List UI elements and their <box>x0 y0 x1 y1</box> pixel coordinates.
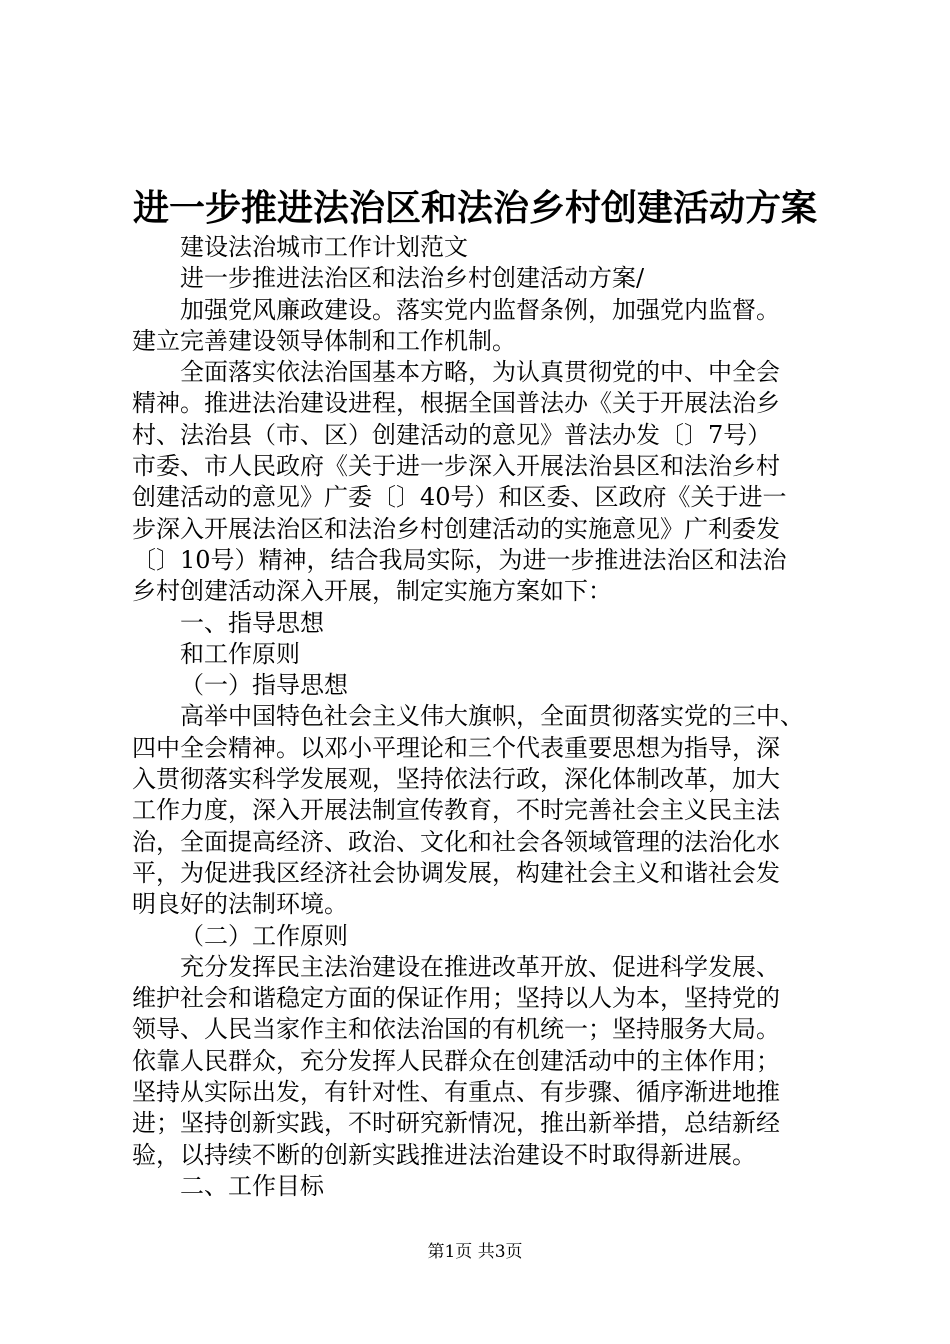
paragraph-line: 全面落实依法治国基本方略，为认真贯彻党的中、中全会 <box>180 358 780 387</box>
paragraph-line: 建设法治城市工作计划范文 <box>180 233 468 261</box>
paragraph-line: 平，为促进我区经济社会协调发展，构建社会主义和谐社会发 <box>132 858 780 887</box>
document-title: 进一步推进法治区和法治乡村创建活动方案 <box>132 187 817 229</box>
paragraph-line: 验，以持续不断的创新实践推进法治建设不时取得新进展。 <box>132 1140 756 1169</box>
paragraph-line: 〔〕10号）精神，结合我局实际，为进一步推进法治区和法治 <box>132 545 787 574</box>
paragraph-line: 建立完善建设领导体制和工作机制。 <box>132 326 516 355</box>
paragraph-line: 精神。推进法治建设进程，根据全国普法办《关于开展法治乡 <box>132 389 780 418</box>
paragraph-line: 进一步推进法治区和法治乡村创建活动方案/ <box>180 264 645 293</box>
paragraph-line: 依靠人民群众，充分发挥人民群众在创建活动中的主体作用； <box>132 1046 780 1075</box>
paragraph-line: 村、法治县（市、区）创建活动的意见》普法办发〔〕7号） <box>132 420 772 449</box>
paragraph-line: 步深入开展法治区和法治乡村创建活动的实施意见》广利委发 <box>132 514 780 543</box>
paragraph-line: 乡村创建活动深入开展，制定实施方案如下： <box>132 577 612 606</box>
paragraph-line: 进；坚持创新实践，不时研究新情况，推出新举措，总结新经 <box>132 1109 780 1138</box>
paragraph-line: 明良好的法制环境。 <box>132 890 348 919</box>
paragraph-line: 加强党风廉政建设。落实党内监督条例，加强党内监督。 <box>180 295 780 324</box>
paragraph-line: 入贯彻落实科学发展观，坚持依法行政，深化体制改革，加大 <box>132 765 780 794</box>
paragraph-line: 四中全会精神。以邓小平理论和三个代表重要思想为指导，深 <box>132 733 780 762</box>
paragraph-line: （二）工作原则 <box>180 921 348 950</box>
paragraph-line: 高举中国特色社会主义伟大旗帜，全面贯彻落实党的三中、 <box>180 702 804 731</box>
paragraph-line: 和工作原则 <box>180 639 300 668</box>
paragraph-line: （一）指导思想 <box>180 671 348 700</box>
document-body <box>132 232 832 1202</box>
page-footer: 第1页 共3页 <box>427 1242 523 1262</box>
paragraph-line: 工作力度，深入开展法制宣传教育，不时完善社会主义民主法 <box>132 796 780 825</box>
paragraph-line: 充分发挥民主法治建设在推进改革开放、促进科学发展、 <box>180 952 780 981</box>
paragraph-line: 一、指导思想 <box>180 608 324 637</box>
paragraph-line: 领导、人民当家作主和依法治国的有机统一；坚持服务大局。 <box>132 1015 780 1044</box>
paragraph-line: 维护社会和谐稳定方面的保证作用；坚持以人为本，坚持党的 <box>132 984 780 1013</box>
paragraph-line: 二、工作目标 <box>180 1171 324 1200</box>
paragraph-line: 治，全面提高经济、政治、文化和社会各领域管理的法治化水 <box>132 827 780 856</box>
paragraph-line: 创建活动的意见》广委〔〕40号）和区委、区政府《关于进一 <box>132 483 787 512</box>
paragraph-line: 坚持从实际出发，有针对性、有重点、有步骤、循序渐进地推 <box>132 1078 780 1107</box>
paragraph-line: 市委、市人民政府《关于进一步深入开展法治县区和法治乡村 <box>132 452 780 481</box>
